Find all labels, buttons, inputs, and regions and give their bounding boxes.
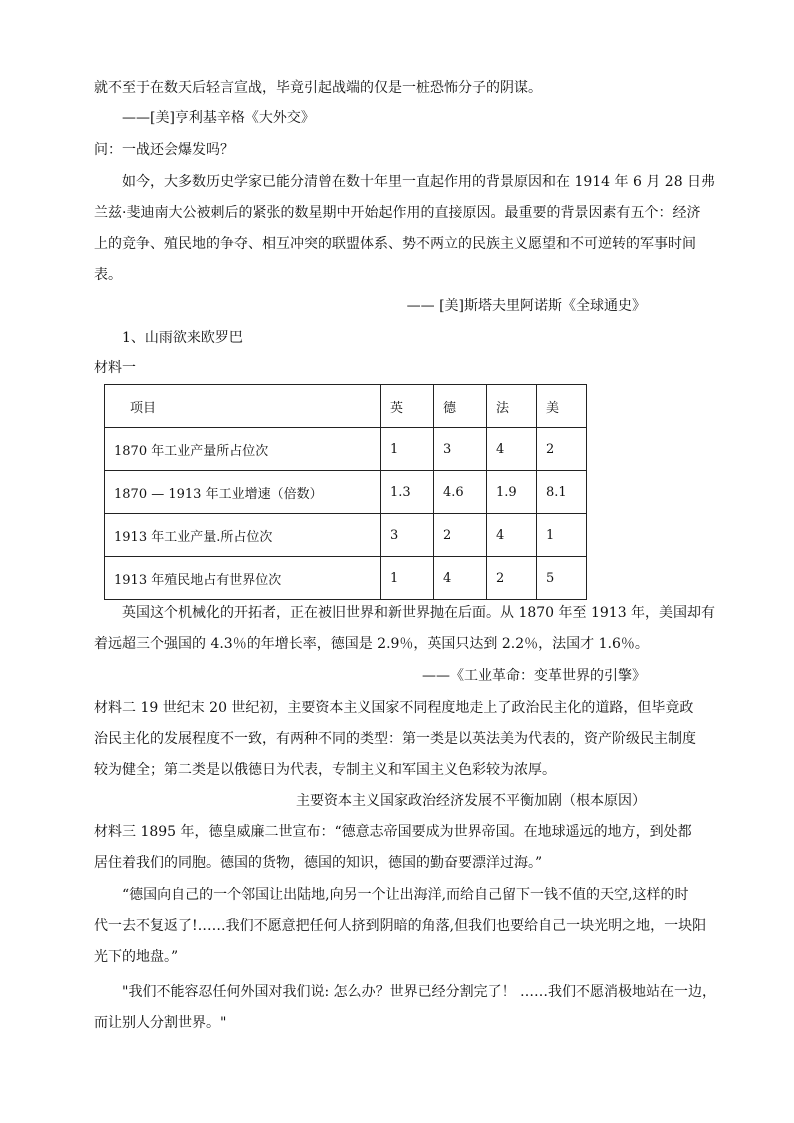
quote-line: “德国向自己的一个邻国让出陆地,向另一个让出海洋,而给自己留下一钱不值的天空,这样的时 (122, 887, 689, 903)
table-header-cell: 法 (487, 385, 537, 428)
text-line: 着远超三个强国的 4.3％的年增长率，德国是 2.9％，英国只达到 2.2％，法国才 1.6％。 (94, 636, 649, 652)
quote-source: —— [美]斯塔夫里阿诺斯《全球通史》 (406, 298, 646, 314)
table-cell: 1.3 (381, 471, 434, 514)
text-line: 如今，大多数历史学家已能分清曾在数十年里一直起作用的背景原因和在 1914 年 6 月 28 日弗 (122, 174, 716, 190)
table-header-cell: 英 (381, 385, 434, 428)
table-cell: 8.1 (537, 471, 587, 514)
table-header-cell: 德 (434, 385, 487, 428)
material-label: 材料一 (94, 360, 136, 376)
table-row (105, 514, 587, 557)
table-cell: 4 (434, 557, 487, 600)
table-row (105, 557, 587, 600)
table-cell: 1870 年工业产量所占位次 (105, 428, 381, 471)
table-cell: 3 (434, 428, 487, 471)
table-cell: 4.6 (434, 471, 487, 514)
text-line: 表。 (94, 267, 122, 283)
table-cell: 5 (537, 557, 587, 600)
text-line: 居住着我们的同胞。德国的货物，德国的知识，德国的勤奋要漂洋过海。” (94, 855, 543, 871)
quote-source: ——《工业革命：变革世界的引擎》 (422, 668, 646, 684)
material-paragraph: 材料二 19 世纪末 20 世纪初，主要资本主义国家不同程度地走上了政治民主化的道路，但毕竟政 (94, 700, 694, 716)
table-cell: 1 (537, 514, 587, 557)
table-header-row (105, 385, 587, 428)
table-cell: 3 (381, 514, 434, 557)
quote-line: "我们不能容忍任何外国对我们说: 怎么办？世界已经分割完了！ ……我们不愿消极地站在一边， (122, 984, 717, 1000)
text-line: 兰兹·斐迪南大公被刺后的紧张的数星期中开始起作用的直接原因。最重要的背景因素有五个：经济 (94, 205, 701, 221)
table-cell: 1.9 (487, 471, 537, 514)
table-cell: 2 (537, 428, 587, 471)
table-header-cell: 美 (537, 385, 587, 428)
question-line: 问：一战还会爆发吗？ (94, 142, 234, 158)
quote-source: ——[美]亨利基辛格《大外交》 (122, 110, 315, 126)
text-line: 代一去不复返了!……我们不愿意把任何人挤到阴暗的角落,但我们也要给自己一块光明之地，一块阳 (94, 918, 707, 934)
text-line: 治民主化的发展程度不一致，有两种不同的类型：第一类是以英法美为代表的，资产阶级民主制度 (94, 731, 696, 747)
material-paragraph: 材料三 1895 年，德皇威廉二世宣布：“德意志帝国要成为世界帝国。在地球遥远的地方，到处都 (94, 824, 692, 840)
table-cell: 4 (487, 514, 537, 557)
table-cell: 4 (487, 428, 537, 471)
table-cell: 1913 年工业产量.所占位次 (105, 514, 381, 557)
text-line: 上的竞争、殖民地的争夺、相互冲突的联盟体系、势不两立的民族主义愿望和不可逆转的军事时间 (94, 236, 696, 252)
table-cell: 1913 年殖民地占有世界位次 (105, 557, 381, 600)
table-cell: 1 (381, 557, 434, 600)
table-row (105, 428, 587, 471)
table-header-cell: 项目 (105, 385, 381, 428)
table-cell: 2 (487, 557, 537, 600)
table-row (105, 471, 587, 514)
text-line: 就不至于在数天后轻言宣战，毕竟引起战端的仅是一桩恐怖分子的阴谋。 (94, 80, 542, 96)
table-cell: 2 (434, 514, 487, 557)
text-line: 而让别人分割世界。" (94, 1015, 227, 1031)
text-line: 较为健全；第二类是以俄德日为代表，专制主义和军国主义色彩较为浓厚。 (94, 762, 556, 778)
text-line: 光下的地盘。” (94, 949, 179, 965)
text-line: 英国这个机械化的开拓者，正在被旧世界和新世界抛在后面。从 1870 年至 1913 年，美国却有 (122, 605, 716, 621)
root-cause-note: 主要资本主义国家政治经济发展不平衡加剧（根本原因） (296, 793, 646, 809)
table-cell: 1 (381, 428, 434, 471)
section-heading: 1、山雨欲来欧罗巴 (122, 330, 243, 346)
industry-comparison-table (104, 384, 587, 600)
table-cell: 1870 — 1913 年工业增速（倍数） (105, 471, 381, 514)
